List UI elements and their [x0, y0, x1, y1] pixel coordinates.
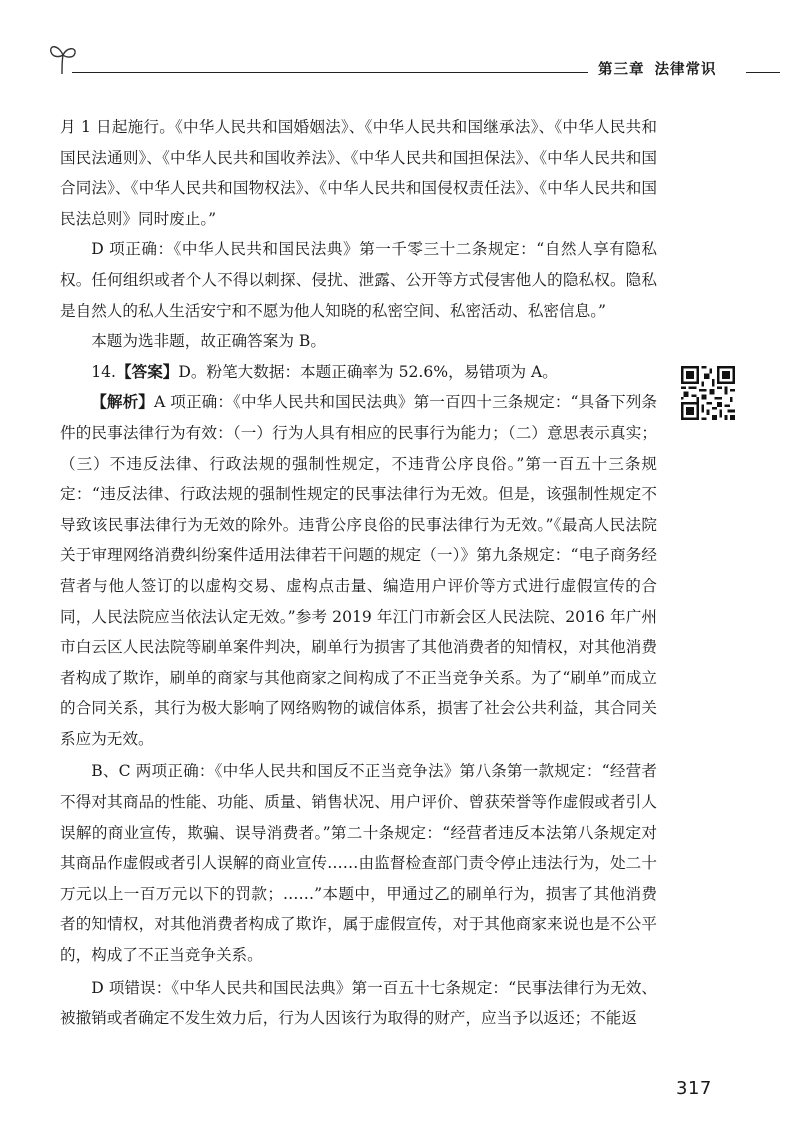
q14-analysis: [60, 387, 657, 754]
header-text: [598, 58, 717, 79]
body-text: [60, 112, 657, 1034]
q14-answer: [60, 357, 657, 388]
sprout-icon: [48, 42, 78, 76]
answer-label: 【答案】: [116, 361, 179, 381]
header-rule-right: [746, 72, 780, 73]
paragraph-bc-correct: B、C 两项正确：《中华人民共和国反不正当竞争法》第八条第一款规定：“经营者不得对其商品的性能、功能、质量、销售状况、用户评价、曾获荣誉等作虚假或者引人误解的商业宣传，欺骗、误导消费者。”第二十条规定：“经营者违反本法第八条规定对其商品作虚假或者引人误解的商业宣传……由监督检查部门责令停止违法行为，处二十万元以上一百万元以下的罚款；……”本题中，甲通过乙的刷单行为，损害了其他消费者的知情权，对其他消费者构成了欺诈，属于虚假宣传，对于其他商家来说也是不公平的，构成了不正当竞争关系。: [60, 762, 657, 965]
paragraph-continuation: 月 1 日起施行。《中华人民共和国婚姻法》、《中华人民共和国继承法》、《中华人民共和国民法通则》、《中华人民共和国收养法》、《中华人民共和国担保法》、《中华人民共和国合同法》、《中华人民共和国物权法》、《中华人民共和国侵权责任法》、《中华人民共和国民法总则》同时废止。”: [60, 118, 657, 228]
header-rule-left: [72, 72, 588, 73]
page-number: 317: [676, 1078, 712, 1099]
paragraph-conclusion: 本题为选非题，故正确答案为 B。: [91, 332, 326, 351]
answer-text: D。粉笔大数据：本题正确率为 52.6%，易错项为 A。: [178, 362, 558, 381]
chapter-label: 第三章: [598, 62, 645, 78]
analysis-label: 【解析】: [91, 392, 154, 412]
qr-code-icon: [681, 366, 735, 420]
page-header: [0, 0, 800, 90]
chapter-title: 法律常识: [654, 62, 717, 78]
q14-number: 14.: [91, 362, 116, 381]
analysis-text: A 项正确：《中华人民共和国民法典》第一百四十三条规定：“具备下列条件的民事法律行为有效：（一）行为人具有相应的民事行为能力；（二）意思表示真实；（三）不违反法律、行政法规的强制性规定，不违背公序良俗。”第一百五十三条规定：“违反法律、行政法规的强制性规定的民事法律行为无效。但是，该强制性规定不导致该民事法律行为无效的除外。违背公序良俗的民事法律行为无效。”《最高人民法院关于审理网络消费纠纷案件适用法律若干问题的规定（一）》第九条规定：“电子商务经营者与他人签订的以虚构交易、虚构点击量、编造用户评价等方式进行虚假宣传的合同，人民法院应当依法认定无效。”参考 2019 年江门市新会区人民法院、2016 年广州市白云区人民法院等刷单案件判决，刷单行为损害了其他消费者的知情权，对其他消费者构成了欺诈，刷单的商家与其他商家之间构成了不正当竞争关系。为了“刷单”而成立的合同关系，其行为极大影响了网络购物的诚信体系，损害了社会公共利益，其合同关系应为无效。: [60, 393, 657, 748]
paragraph-d-correct: D 项正确：《中华人民共和国民法典》第一千零三十二条规定：“自然人享有隐私权。任何组织或者个人不得以刺探、侵扰、泄露、公开等方式侵害他人的隐私权。隐私是自然人的私人生活安宁和不愿为他人知晓的私密空间、私密活动、私密信息。”: [60, 240, 657, 320]
paragraph-d-wrong: D 项错误：《中华人民共和国民法典》第一百五十七条规定：“民事法律行为无效、被撤销或者确定不发生效力后，行为人因该行为取得的财产，应当予以返还；不能返: [60, 978, 657, 1028]
